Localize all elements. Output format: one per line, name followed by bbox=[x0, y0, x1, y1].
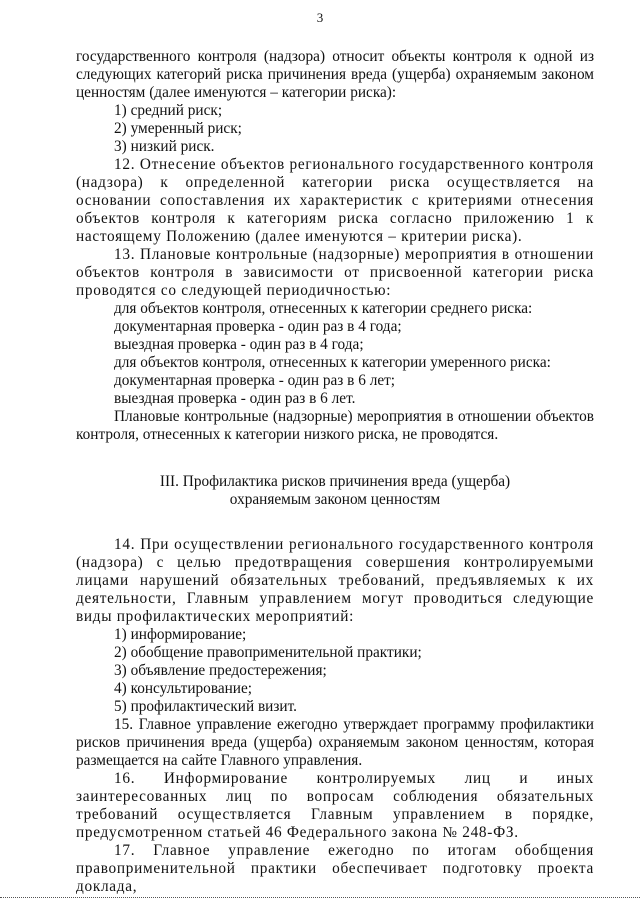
list-item-risk-3: 3) низкий риск. bbox=[114, 138, 215, 155]
paragraph-risk-categories-intro: государственного контроля (надзора) относит объекты контроля к одной из следующих категорий риска причинения вреда (ущерба) охраняемым законом ценностям (далее именуются – категории риска): bbox=[76, 48, 594, 101]
list-item-measure-1: 1) информирование; bbox=[114, 626, 247, 643]
paragraph-16: 16. Информирование контролируемых лиц и иных заинтересованных лиц по вопросам соблюдения обязательных требований осуществляется Главным управлением в порядке, предусмотренном статьей 46 Федерального закона № 248-ФЗ. bbox=[76, 770, 594, 841]
list-item-periodicity-2: документарная проверка - один раз в 4 года; bbox=[114, 318, 402, 335]
list-item-measure-4: 4) консультирование; bbox=[114, 680, 253, 697]
section-heading bbox=[76, 473, 594, 509]
paragraph-12: 12. Отнесение объектов регионального государственного контроля (надзора) к определенной категории риска осуществляется на основании сопоставления их характеристик с критериями отнесения объектов контроля к категориям риска согласно приложению 1 к настоящему Положению (далее именуются – критерии риска). bbox=[76, 156, 594, 245]
page-number: 3 bbox=[316, 10, 324, 25]
section-heading-line-1: III. Профилактика рисков причинения вреда (ущерба) bbox=[159, 473, 511, 490]
list-item-periodicity-5: документарная проверка - один раз в 6 лет; bbox=[114, 372, 396, 389]
paragraph-17: 17. Главное управление ежегодно по итогам обобщения правоприменительной практики обеспечивает подготовку проекта доклада, bbox=[76, 842, 594, 895]
paragraph-14: 14. При осуществлении регионального государственного контроля (надзора) с целью предотвращения совершения контролируемыми лицами нарушений обязательных требований, предъявляемых к их деятельности, Главным управлением могут проводиться следующие виды профилактических мероприятий: bbox=[76, 536, 594, 625]
list-item-measure-2: 2) обобщение правоприменительной практики; bbox=[114, 644, 422, 661]
section-heading-line-2: охраняемым законом ценностям bbox=[229, 491, 441, 508]
paragraph-13-end: Плановые контрольные (надзорные) мероприятия в отношении объектов контроля, отнесенных к категории низкого риска, не проводятся. bbox=[76, 408, 594, 443]
list-item-risk-2: 2) умеренный риск; bbox=[114, 120, 242, 137]
list-item-measure-5: 5) профилактический визит. bbox=[114, 698, 297, 715]
bottom-scan-edge-divider bbox=[0, 897, 640, 898]
list-item-periodicity-3: выездная проверка - один раз в 4 года; bbox=[114, 336, 364, 353]
document-body bbox=[76, 48, 594, 896]
paragraph-15: 15. Главное управление ежегодно утверждает программу профилактики рисков причинения вреда (ущерба) охраняемым законом ценностям, которая размещается на сайте Главного управления. bbox=[76, 716, 594, 769]
paragraph-13: 13. Плановые контрольные (надзорные) мероприятия в отношении объектов контроля в зависимости от присвоенной категории риска проводятся со следующей периодичностью: bbox=[76, 246, 594, 299]
list-item-periodicity-1: для объектов контроля, отнесенных к категории среднего риска: bbox=[114, 300, 533, 317]
list-item-periodicity-6: выездная проверка - один раз в 6 лет. bbox=[114, 390, 356, 407]
list-item-periodicity-4: для объектов контроля, отнесенных к категории умеренного риска: bbox=[114, 354, 551, 371]
list-item-risk-1: 1) средний риск; bbox=[114, 102, 223, 119]
list-item-measure-3: 3) объявление предостережения; bbox=[114, 662, 327, 679]
